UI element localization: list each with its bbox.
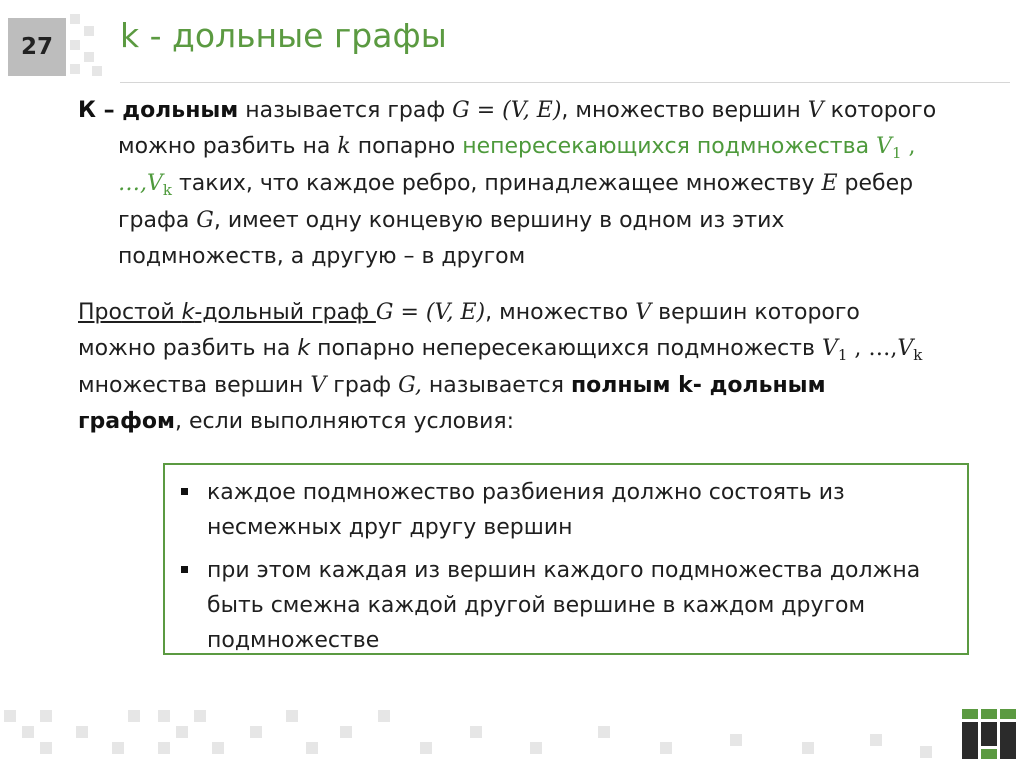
decorative-pattern-top: [0, 0, 110, 90]
condition-line: несмежных друг другу вершин: [207, 515, 573, 540]
definition-line-5: подмножеств, а другую – в другом: [118, 244, 526, 269]
text: таких, что каждое ребро, принадлежащее множеству: [171, 171, 822, 196]
definition-line-3: [78, 166, 978, 203]
text: , если выполняются условия:: [175, 409, 515, 434]
condition-line: подмножестве: [207, 628, 380, 653]
decorative-pattern-bottom: [0, 690, 960, 767]
text: графа: [118, 208, 197, 233]
condition-item: [177, 475, 947, 545]
definition-paragraph: [78, 93, 978, 275]
text: попарно непересекающихся подмножеств: [310, 336, 822, 361]
var-k: k: [181, 300, 195, 325]
subscript: k: [913, 346, 923, 364]
separator: , …,: [847, 336, 898, 361]
text: , множество: [485, 300, 636, 325]
paragraph-line-1: [78, 295, 978, 331]
definition-term: К – дольным: [78, 98, 239, 123]
var-v: V: [807, 98, 824, 123]
var-vk: …,V: [118, 171, 163, 196]
condition-line: быть смежна каждой другой вершине в каждом другом: [207, 593, 866, 618]
highlighted-text: непересекающихся подмножества: [462, 134, 877, 159]
bold-term: графом: [78, 409, 176, 434]
definition-line-1: [78, 93, 978, 129]
paragraph-line-3: [78, 368, 978, 404]
text: которого: [823, 98, 937, 123]
graph-formula: G = (V, E): [452, 98, 562, 123]
text: попарно: [350, 134, 463, 159]
definition-line-4: [78, 203, 978, 239]
condition-text: [207, 553, 920, 658]
paragraph-line-4: [78, 404, 978, 440]
var-g: G: [196, 208, 214, 233]
text: ребер: [837, 171, 914, 196]
text: называется: [421, 373, 571, 398]
logo-icon: [960, 703, 1018, 761]
text: можно разбить на: [78, 336, 298, 361]
text: граф: [326, 373, 399, 398]
text: -дольный граф: [194, 300, 376, 325]
condition-item: [177, 553, 947, 658]
var-g: G,: [398, 373, 422, 398]
var-e: E: [821, 171, 838, 196]
text: , имеет одну концевую вершину в одном из этих: [213, 208, 785, 233]
var-v: V: [635, 300, 652, 325]
subscript: 1: [837, 346, 848, 364]
text: множества вершин: [78, 373, 311, 398]
graph-formula: G = (V, E): [375, 300, 486, 325]
var-v1: V: [876, 134, 892, 159]
condition-text: [207, 475, 845, 545]
var-vk: V: [897, 336, 914, 361]
page-title: k - дольные графы: [120, 16, 447, 55]
text: , множество вершин: [561, 98, 808, 123]
text: можно разбить на: [118, 134, 338, 159]
var-v1: V: [821, 336, 838, 361]
bold-term: полным k- дольным: [570, 373, 826, 398]
definition-line-2: [78, 129, 978, 166]
text: вершин которого: [651, 300, 860, 325]
bullet-icon: [177, 566, 195, 658]
subscript: k: [162, 181, 172, 199]
text: Простой: [78, 300, 182, 325]
paragraph-line-2: [78, 331, 978, 368]
conditions-box: [163, 463, 969, 655]
condition-line: при этом каждая из вершин каждого подмножества должна: [207, 558, 921, 583]
complete-graph-paragraph: [78, 295, 978, 440]
underlined-term: [78, 300, 376, 325]
var-v: V: [310, 373, 327, 398]
condition-line: каждое подмножество разбиения должно состоять из: [207, 480, 845, 505]
var-k: k: [337, 134, 351, 159]
subscript: 1: [891, 144, 902, 162]
bullet-icon: [177, 488, 195, 545]
separator: ,: [901, 134, 916, 159]
slide-number-text: 27: [20, 34, 53, 60]
var-k: k: [297, 336, 311, 361]
title-divider: [120, 82, 1010, 83]
text: называется граф: [238, 98, 453, 123]
